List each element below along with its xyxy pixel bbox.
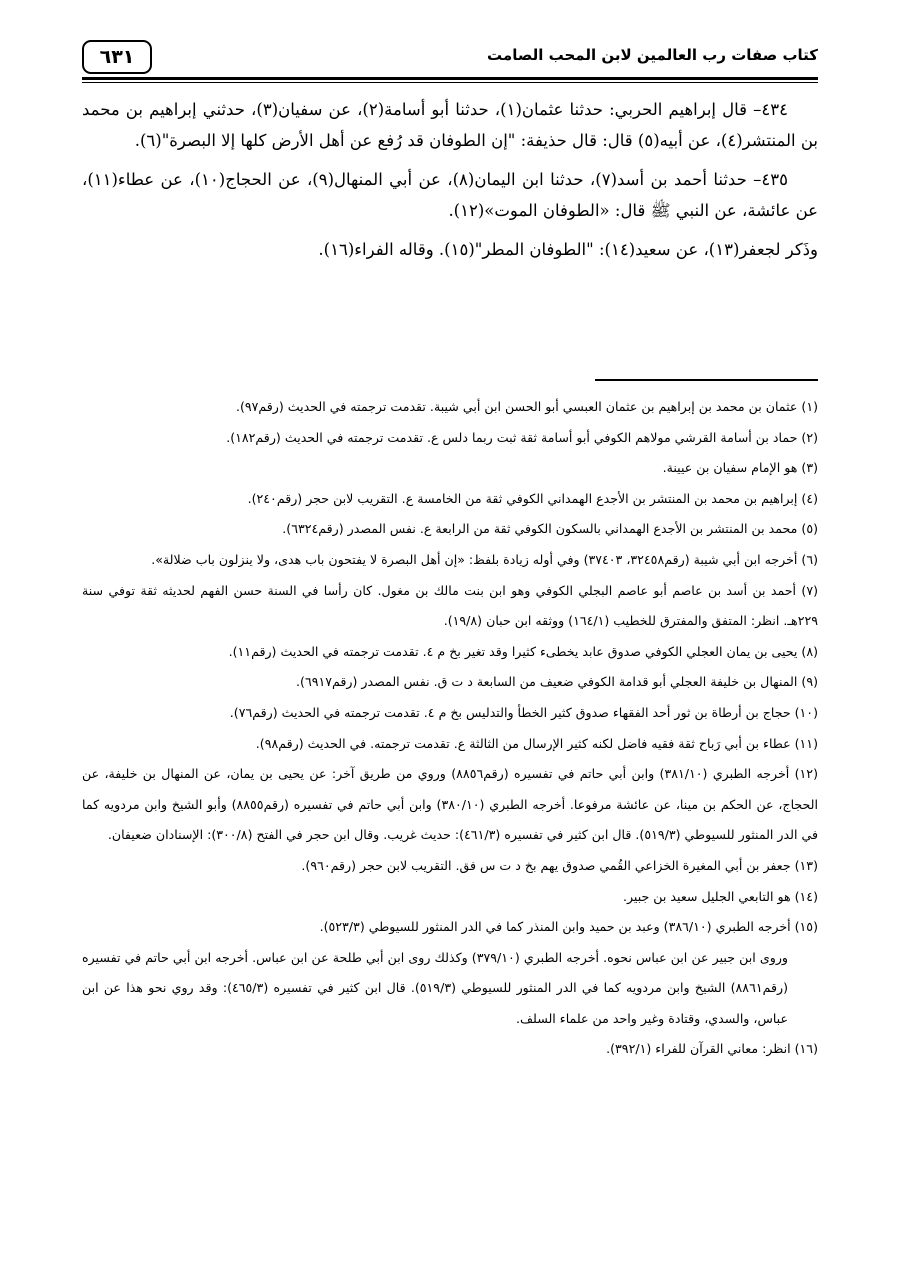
main-text: [82, 94, 818, 273]
footnote-separator: [595, 379, 818, 381]
footnote-9: (٩) المنهال بن خليفة العجلي أبو قدامة الكوفي ضعيف من السابعة د ت ق. نفس المصدر (رقم٦٩١٧).: [296, 674, 818, 690]
footnote-12: (١٢) أخرجه الطبري (٣٨١/١٠) وابن أبي حاتم في تفسيره (رقم٨٨٥٦) وروي من طريق آخر: عن يحيى بن يمان، عن المنهال بن خليفة، عن الحجاج، عن الحكم بن مينا، عن عائشة مرفوعا. أخرجه الطبري (٣٨٠/١٠) وابن أبي حاتم في تفسيره (رقم٨٨٥٥) وأبو الشيخ وابن مردويه كما في الدر المنثور للسيوطي (٥١٩/٣). قال ابن كثير في تفسيره (٤٦١/٣): حديث غريب. وقال ابن حجر في الفتح (٣٠٠/٨): الإسنادان ضعيفان.: [82, 766, 818, 843]
footnote-6: (٦) أخرجه ابن أبي شيبة (رقم٣٢٤٥٨، ٣٧٤٠٣) وفي أوله زيادة بلفظ: «إن أهل البصرة لا يفتحون باب هدى، ولا ينزلون باب ضلالة».: [151, 551, 818, 567]
hadith-435: ٤٣٥– حدثنا أحمد بن أسد(٧)، حدثنا ابن اليمان(٨)، عن أبي المنهال(٩)، عن الحجاج(١٠)، عن عطاء(١١)، عن عائشة، عن النبي ﷺ قال: «الطوفان الموت»(١٢).: [82, 170, 818, 220]
footnote-10: (١٠) حجاج بن أرطاة بن ثور أحد الفقهاء صدوق كثير الخطأ والتدليس بخ م ٤. تقدمت ترجمته في الحديث (رقم٧٦).: [229, 704, 818, 720]
book-title: كتاب صفات رب العالمين لابن المحب الصامت: [487, 46, 818, 64]
footnote-1: (١) عثمان بن محمد بن إبراهيم بن عثمان العبسي أبو الحسن ابن أبي شيبة. تقدمت ترجمته في الحديث (رقم٩٧).: [235, 399, 818, 414]
footnote-8: (٨) يحيى بن يمان العجلي الكوفي صدوق عابد يخطىء كثيرا وقد تغير بخ م ٤. تقدمت ترجمته في الحديث (رقم١١).: [228, 643, 818, 659]
footnotes: [82, 392, 818, 1065]
footnote-13: (١٣) جعفر بن أبي المغيرة الخزاعي القُمي صدوق يهم بخ د ت س فق. التقريب لابن حجر (رقم٩٦٠).: [301, 857, 818, 873]
footnote-16: (١٦) انظر: معاني القرآن للفراء (٣٩٢/١).: [606, 1041, 818, 1057]
footnote-4: (٤) إبراهيم بن محمد بن المنتشر بن الأجدع الهمداني الكوفي ثقة من الخامسة ع. التقريب لابن حجر (رقم٢٤٠).: [247, 490, 818, 506]
footnote-3: (٣) هو الإمام سفيان بن عيينة.: [662, 460, 818, 476]
hadith-434: ٤٣٤– قال إبراهيم الحربي: حدثنا عثمان(١)، حدثنا أبو أسامة(٢)، عن سفيان(٣)، حدثني إبراهيم بن محمد بن المنتشر(٤)، عن أبيه(٥) قال: قال حذيفة: "إن الطوفان قد رُفع عن أهل الأرض كلها إلا البصرة"(٦).: [82, 100, 818, 150]
footnote-11: (١١) عطاء بن أبي رَباح ثقة فقيه فاضل لكنه كثير الإرسال من الثالثة ع. تقدمت ترجمته. في الحديث (رقم٩٨).: [255, 735, 818, 751]
main-paragraph-3: وذَكر لجعفر(١٣)، عن سعيد(١٤): "الطوفان المطر"(١٥). وقاله الفراء(١٦).: [318, 240, 818, 259]
footnote-7: (٧) أحمد بن أسد بن عاصم أبو عاصم البجلي الكوفي وهو ابن بنت مالك بن مغول. كان رأسا في السنة حسن الفهم لحديثه ثقة توفي سنة ٢٢٩هـ. انظر: المتفق والمفترق للخطيب (١٦٤/١) ووثقه ابن حبان (١٩/٨).: [82, 582, 818, 629]
footnote-15-continued: وروى ابن جبير عن ابن عباس نحوه. أخرجه الطبري (٣٧٩/١٠) وكذلك روى ابن أبي طلحة عن ابن عباس. أخرجه ابن أبي حاتم في تفسيره (رقم٨٨٦١) الشيخ وابن مردويه كما في الدر المنثور للسيوطي (٥١٩/٣). قال ابن كثير في تفسيره (٤٦٥/٣): وقد روي نحو هذا عن ابن عباس، والسدي، وقتادة وغير واحد من علماء السلف.: [82, 949, 789, 1026]
footnote-15: (١٥) أخرجه الطبري (٣٨٦/١٠) وعبد بن حميد وابن المنذر كما في الدر المنثور للسيوطي (٥٢٣/٣).: [319, 919, 818, 935]
page-header: [82, 40, 818, 80]
footnote-14: (١٤) هو التابعي الجليل سعيد بن جبير.: [622, 888, 818, 904]
footnote-5: (٥) محمد بن المنتشر بن الأجدع الهمداني بالسكون الكوفي ثقة من الرابعة ع. نفس المصدر (رقم٦٣٢٤).: [282, 521, 818, 537]
header-rule-thick: [82, 77, 818, 80]
footnote-2: (٢) حماد بن أسامة القرشي مولاهم الكوفي أبو أسامة ثقة ثبت ربما دلس ع. تقدمت ترجمته في الحديث (رقم١٨٢).: [226, 429, 818, 445]
header-rule-thin: [82, 82, 818, 83]
page-number: ٦٣١: [82, 40, 152, 74]
